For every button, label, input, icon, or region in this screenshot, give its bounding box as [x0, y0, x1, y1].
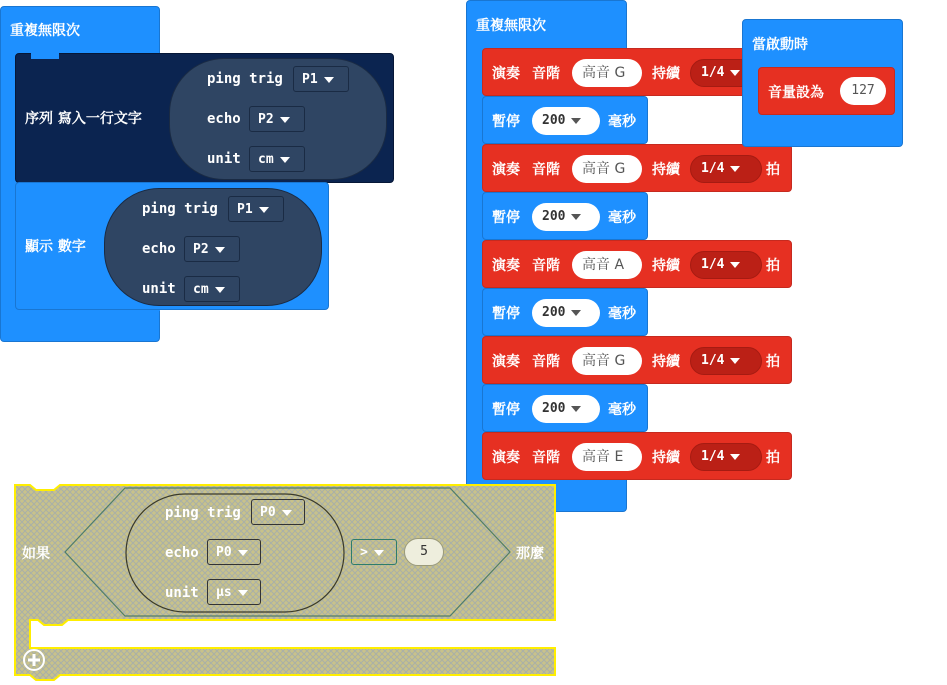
- show-number-block[interactable]: [15, 182, 329, 310]
- play-note-block-2[interactable]: [482, 144, 792, 192]
- trig-pin-dropdown[interactable]: P1: [293, 66, 349, 92]
- echo-pin-dropdown[interactable]: P0: [207, 539, 261, 565]
- beat-label: 拍: [766, 450, 780, 466]
- then-label: 那麼: [516, 546, 544, 562]
- pitch-label: 音階: [532, 162, 560, 178]
- ping-trig-label: ping trig: [207, 71, 283, 87]
- ms-label: 毫秒: [608, 210, 636, 226]
- pause-label: 暫停: [492, 114, 520, 130]
- play-label: 演奏: [492, 354, 520, 370]
- pause-block-1[interactable]: [482, 96, 648, 144]
- unit-dropdown[interactable]: cm: [184, 276, 240, 302]
- pause-ms-dropdown[interactable]: 200: [532, 299, 600, 327]
- note-picker[interactable]: 高音 A: [572, 251, 642, 279]
- beat-label: 拍: [766, 162, 780, 178]
- pause-ms-dropdown[interactable]: 200: [532, 395, 600, 423]
- pitch-label: 音階: [532, 354, 560, 370]
- pause-ms-dropdown[interactable]: 200: [532, 107, 600, 135]
- echo-label: echo: [165, 545, 199, 561]
- beat-dropdown[interactable]: 1/4: [690, 443, 762, 471]
- on-start-label: 當啟動時: [752, 37, 808, 53]
- compare-operator-dropdown[interactable]: >: [351, 539, 397, 565]
- beat-dropdown[interactable]: 1/4: [690, 347, 762, 375]
- unit-label: unit: [165, 585, 199, 601]
- volume-input[interactable]: 127: [840, 77, 886, 105]
- echo-pin-dropdown[interactable]: P2: [184, 236, 240, 262]
- ms-label: 毫秒: [608, 114, 636, 130]
- compare-value-input[interactable]: 5: [404, 538, 444, 566]
- play-note-block-3[interactable]: [482, 240, 792, 288]
- ping-reporter-show[interactable]: [104, 188, 322, 306]
- pitch-label: 音階: [532, 66, 560, 82]
- unit-label: unit: [207, 151, 241, 167]
- plus-circle-icon[interactable]: [22, 648, 46, 672]
- beat-label: 拍: [766, 354, 780, 370]
- serial-write-label: 序列 寫入一行文字: [25, 111, 142, 127]
- play-label: 演奏: [492, 450, 520, 466]
- duration-label: 持續: [652, 162, 680, 178]
- note-picker[interactable]: 高音 G: [572, 347, 642, 375]
- pause-label: 暫停: [492, 402, 520, 418]
- pause-block-3[interactable]: [482, 288, 648, 336]
- beat-dropdown[interactable]: 1/4: [690, 251, 762, 279]
- play-label: 演奏: [492, 162, 520, 178]
- duration-label: 持續: [652, 450, 680, 466]
- play-label: 演奏: [492, 66, 520, 82]
- echo-label: echo: [142, 241, 176, 257]
- unit-dropdown[interactable]: cm: [249, 146, 305, 172]
- beat-dropdown[interactable]: 1/4: [690, 155, 762, 183]
- echo-pin-dropdown[interactable]: P2: [249, 106, 305, 132]
- duration-label: 持續: [652, 354, 680, 370]
- if-label: 如果: [22, 546, 50, 562]
- ms-label: 毫秒: [608, 306, 636, 322]
- ping-reporter[interactable]: [169, 58, 387, 180]
- show-number-label: 顯示 數字: [25, 239, 86, 255]
- unit-label: unit: [142, 281, 176, 297]
- pitch-label: 音階: [532, 450, 560, 466]
- pause-ms-dropdown[interactable]: 200: [532, 203, 600, 231]
- pause-label: 暫停: [492, 210, 520, 226]
- pause-block-2[interactable]: [482, 192, 648, 240]
- note-picker[interactable]: 高音 E: [572, 443, 642, 471]
- duration-label: 持續: [652, 66, 680, 82]
- ms-label: 毫秒: [608, 402, 636, 418]
- play-note-block-4[interactable]: [482, 336, 792, 384]
- forever-label: 重複無限次: [10, 23, 80, 39]
- pitch-label: 音階: [532, 258, 560, 274]
- note-picker[interactable]: 高音 G: [572, 155, 642, 183]
- beat-label: 拍: [766, 258, 780, 274]
- pause-label: 暫停: [492, 306, 520, 322]
- trig-pin-dropdown[interactable]: P0: [251, 499, 305, 525]
- ping-trig-label: ping trig: [142, 201, 218, 217]
- ping-trig-label: ping trig: [165, 505, 241, 521]
- play-label: 演奏: [492, 258, 520, 274]
- beat-dropdown[interactable]: 1/4: [690, 59, 762, 87]
- set-volume-block[interactable]: [758, 67, 895, 115]
- trig-pin-dropdown[interactable]: P1: [228, 196, 284, 222]
- serial-write-line-block[interactable]: [15, 53, 394, 183]
- echo-label: echo: [207, 111, 241, 127]
- pause-block-4[interactable]: [482, 384, 648, 432]
- unit-dropdown[interactable]: μs: [207, 579, 261, 605]
- play-note-block-5[interactable]: [482, 432, 792, 480]
- set-volume-label: 音量設為: [768, 85, 824, 101]
- duration-label: 持續: [652, 258, 680, 274]
- forever-label: 重複無限次: [476, 18, 546, 34]
- note-picker[interactable]: 高音 G: [572, 59, 642, 87]
